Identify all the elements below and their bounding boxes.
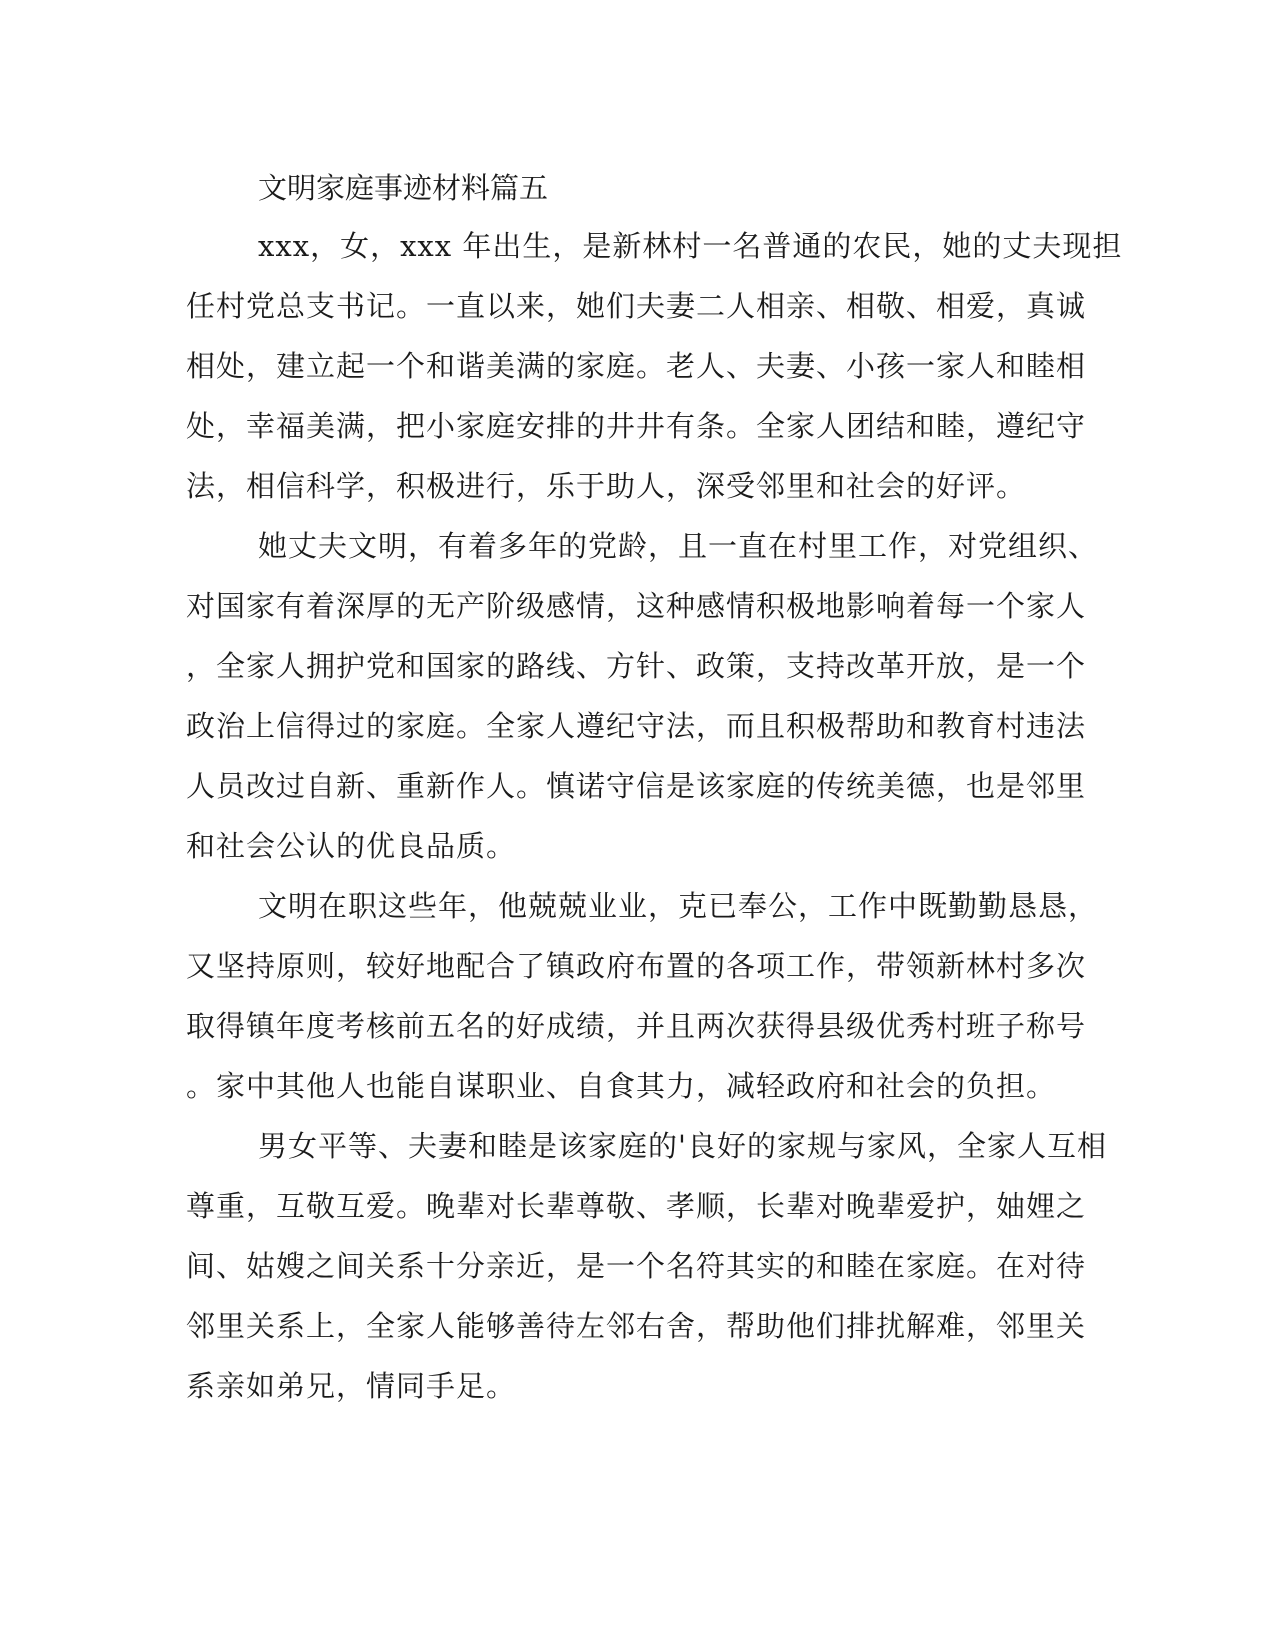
paragraph-3 bbox=[186, 876, 1099, 1116]
document-body bbox=[186, 160, 1123, 1416]
paragraph-line: xxx，女，xxx 年出生，是新林村一名普通的农民，她的丈夫现担 bbox=[258, 229, 1123, 263]
paragraph-line: 她丈夫文明，有着多年的党龄，且一直在村里工作，对党组织、 bbox=[258, 529, 1099, 563]
paragraph-line: 对国家有着深厚的无产阶级感情，这种感情积极地影响着每一个家人 bbox=[186, 589, 1087, 623]
paragraph-line: 相处，建立起一个和谐美满的家庭。老人、夫妻、小孩一家人和睦相 bbox=[186, 349, 1087, 383]
paragraph-4 bbox=[186, 1116, 1107, 1416]
document-title: 文明家庭事迹材料篇五 bbox=[258, 171, 549, 205]
paragraph-line: 。家中其他人也能自谋职业、自食其力，减轻政府和社会的负担。 bbox=[186, 1069, 1057, 1103]
paragraph-line: 处，幸福美满，把小家庭安排的井井有条。全家人团结和睦，遵纪守 bbox=[186, 409, 1087, 443]
paragraph-line: 法，相信科学，积极进行，乐于助人，深受邻里和社会的好评。 bbox=[186, 469, 1027, 503]
paragraph-line: 政治上信得过的家庭。全家人遵纪守法，而且积极帮助和教育村违法 bbox=[186, 709, 1087, 743]
paragraph-line: 男女平等、夫妻和睦是该家庭的'良好的家规与家风，全家人互相 bbox=[258, 1129, 1107, 1163]
paragraph-line: 间、姑嫂之间关系十分亲近，是一个名符其实的和睦在家庭。在对待 bbox=[186, 1249, 1087, 1283]
paragraph-2 bbox=[186, 516, 1099, 876]
paragraph-line: 人员改过自新、重新作人。慎诺守信是该家庭的传统美德，也是邻里 bbox=[186, 769, 1087, 803]
paragraph-line: 任村党总支书记。一直以来，她们夫妻二人相亲、相敬、相爱，真诚 bbox=[186, 289, 1087, 323]
paragraph-line: 文明在职这些年，他兢兢业业，克已奉公，工作中既勤勤恳恳， bbox=[258, 889, 1099, 923]
paragraph-line: 又坚持原则，较好地配合了镇政府布置的各项工作，带领新林村多次 bbox=[186, 949, 1087, 983]
paragraph-1 bbox=[186, 216, 1123, 516]
paragraph-line: 和社会公认的优良品质。 bbox=[186, 829, 517, 863]
paragraph-line: 取得镇年度考核前五名的好成绩，并且两次获得县级优秀村班子称号 bbox=[186, 1009, 1087, 1043]
paragraph-line: 系亲如弟兄，情同手足。 bbox=[186, 1369, 517, 1403]
paragraph-line: 尊重，互敬互爱。晚辈对长辈尊敬、孝顺，长辈对晚辈爱护，妯娌之 bbox=[186, 1189, 1087, 1223]
paragraph-line: ，全家人拥护党和国家的路线、方针、政策，支持改革开放，是一个 bbox=[186, 649, 1087, 683]
paragraph-line: 邻里关系上，全家人能够善待左邻右舍，帮助他们排扰解难，邻里关 bbox=[186, 1309, 1087, 1343]
